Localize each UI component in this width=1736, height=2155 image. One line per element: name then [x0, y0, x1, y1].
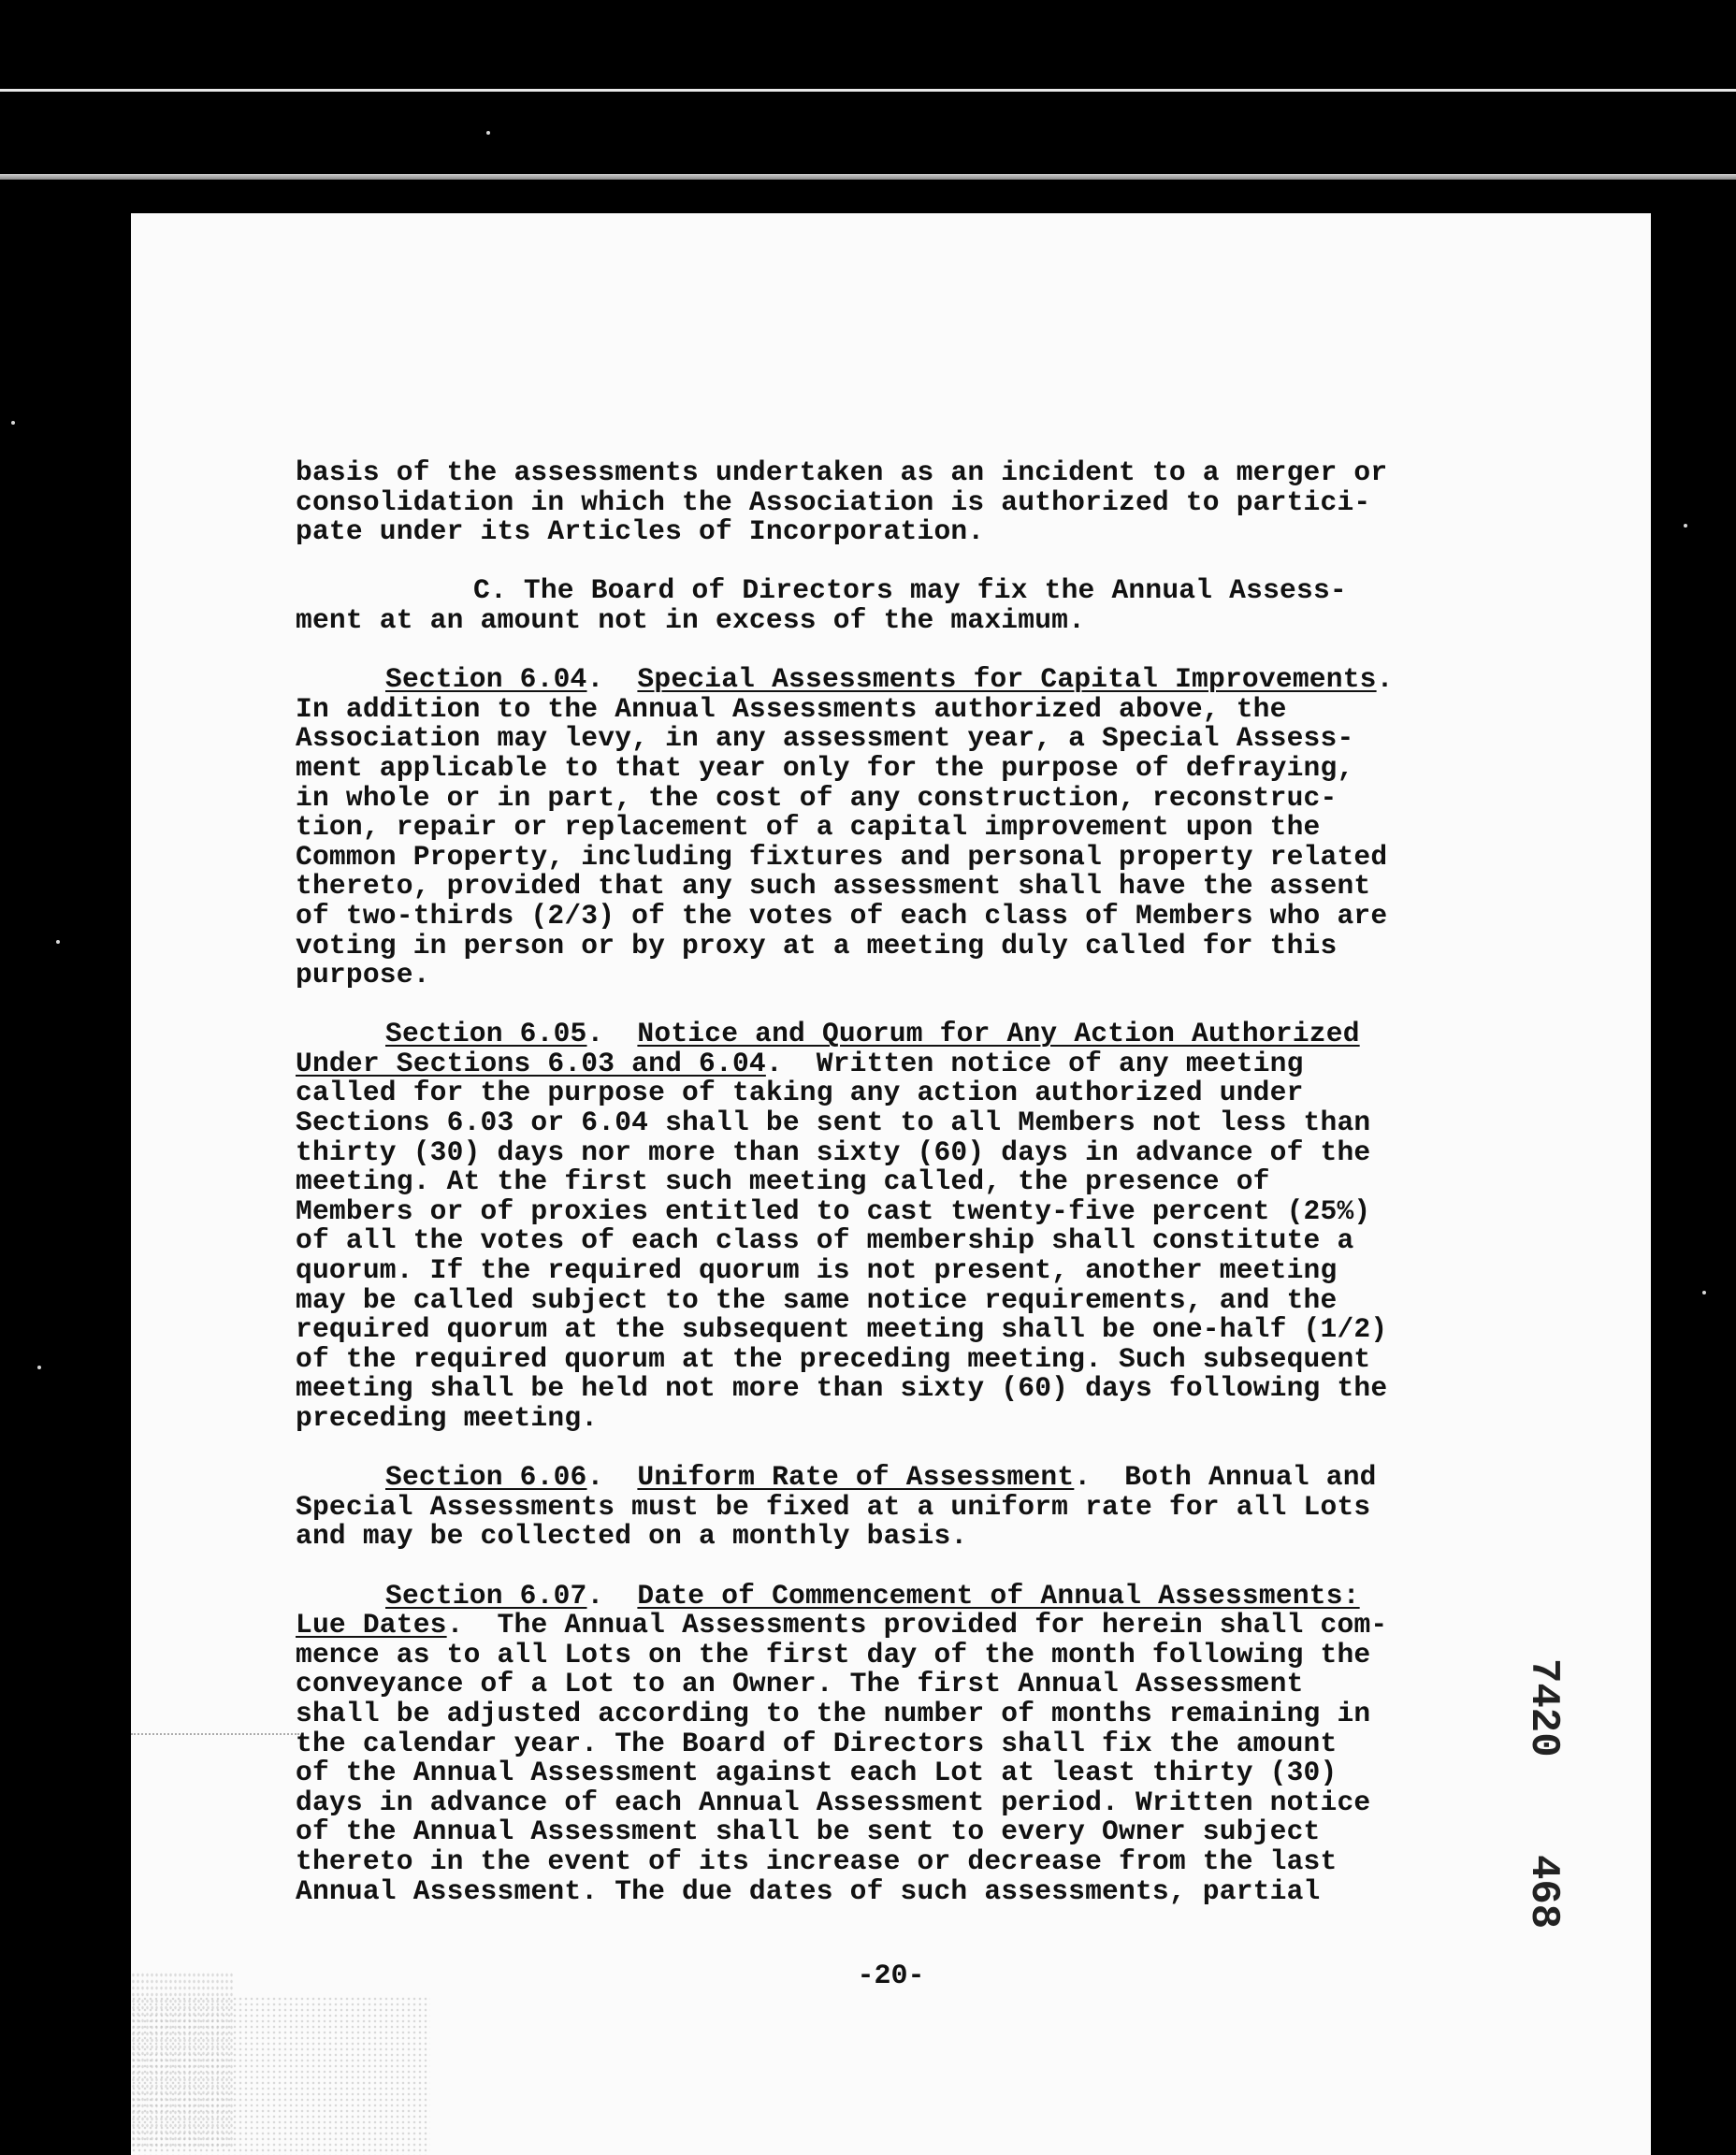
scan-noise-corner	[131, 1996, 430, 2155]
scan-speck	[1702, 1291, 1706, 1294]
scan-speck	[56, 940, 60, 944]
scan-speck	[486, 131, 490, 135]
margin-book-number: 7420	[1520, 1658, 1567, 1757]
scan-band-line	[0, 89, 1736, 92]
scan-speck	[1684, 524, 1687, 528]
margin-page-number: 468	[1520, 1855, 1567, 1930]
page-number: -20-	[857, 1960, 925, 1992]
paragraph-b-continuation: basis of the assessments undertaken as an incident to a merger or consolidation in which the Association is authorized to partici- pate under its Articles of Incorporation.	[296, 456, 1388, 548]
section-heading-cont: Under Sections 6.03 and 6.04	[296, 1047, 766, 1079]
document-body	[296, 458, 1483, 1906]
section-heading: Special Assessments for Capital Improvements	[637, 663, 1377, 696]
document-page	[131, 213, 1651, 2155]
scan-speck	[11, 421, 15, 425]
section-number: Section 6.06	[385, 1461, 587, 1494]
section-6-04: Section 6.04. Special Assessments for Capital Improvements. In addition to the Annual Assessments authorized above, the Association may levy, in any assessment year, a Special Assess- ment applicable to that year only for the purpose of defraying, in whole or in part, the cost of any construction, reconstruc- tion, repair or replacement of a capital improvement upon the Common Property, including fixtures and personal property related thereto, provided that any such assessment shall have the assent of two-thirds (2/3) of the votes of each class of Members who are voting in person or by proxy at a meeting duly called for this purpose.	[296, 663, 1394, 991]
section-number: Section 6.05	[385, 1018, 587, 1050]
section-number: Section 6.07	[385, 1579, 587, 1612]
section-heading: Uniform Rate of Assessment	[637, 1461, 1075, 1494]
scan-artifact-line	[131, 1733, 299, 1735]
scan-edge	[0, 174, 1736, 180]
section-heading-cont: Lue Dates	[296, 1609, 447, 1642]
section-number: Section 6.04	[385, 663, 587, 696]
section-6-05: Section 6.05. Notice and Quorum for Any Action Authorized Under Sections 6.03 and 6.04. Written notice of any meeting called for the purpose of taking any action authorized under Sections 6.03 or 6.04 shall be sent to all Members not less than thirty (30) days nor more than sixty (60) days in advance of the meeting. At the first such meeting called, the presence of Members or of proxies entitled to cast twenty-five percent (25%) of all the votes of each class of membership shall constitute a quorum. If the required quorum is not present, another meeting may be called subject to the same notice requirements, and the required quorum at the subsequent meeting shall be one-half (1/2) of the required quorum at the preceding meeting. Such subsequent meeting shall be held not more than sixty (60) days following the preceding meeting.	[296, 1018, 1388, 1434]
section-heading: Notice and Quorum for Any Action Authorized	[637, 1018, 1360, 1050]
section-6-07: Section 6.07. Date of Commencement of Annual Assessments: Lue Dates. The Annual Assessments provided for herein shall com- mence as to all Lots on the first day of the month following the conveyance of a Lot to an Owner. The first Annual Assessment shall be adjusted according to the number of months remaining in the calendar year. The Board of Directors shall fix the amount of the Annual Assessment against each Lot at least thirty (30) days in advance of each Annual Assessment period. Written notice of the Annual Assessment shall be sent to every Owner subject thereto in the event of its increase or decrease from the last Annual Assessment. The due dates of such assessments, partial	[296, 1579, 1388, 1907]
scan-speck	[37, 1366, 41, 1369]
section-heading: Date of Commencement of Annual Assessments:	[637, 1579, 1360, 1612]
paragraph-c: C. The Board of Directors may fix the Annual Assess- ment at an amount not in excess of the maximum.	[296, 574, 1347, 636]
section-6-06: Section 6.06. Uniform Rate of Assessment. Both Annual and Special Assessments must be fixed at a uniform rate for all Lots and may be collected on a monthly basis.	[296, 1461, 1377, 1553]
